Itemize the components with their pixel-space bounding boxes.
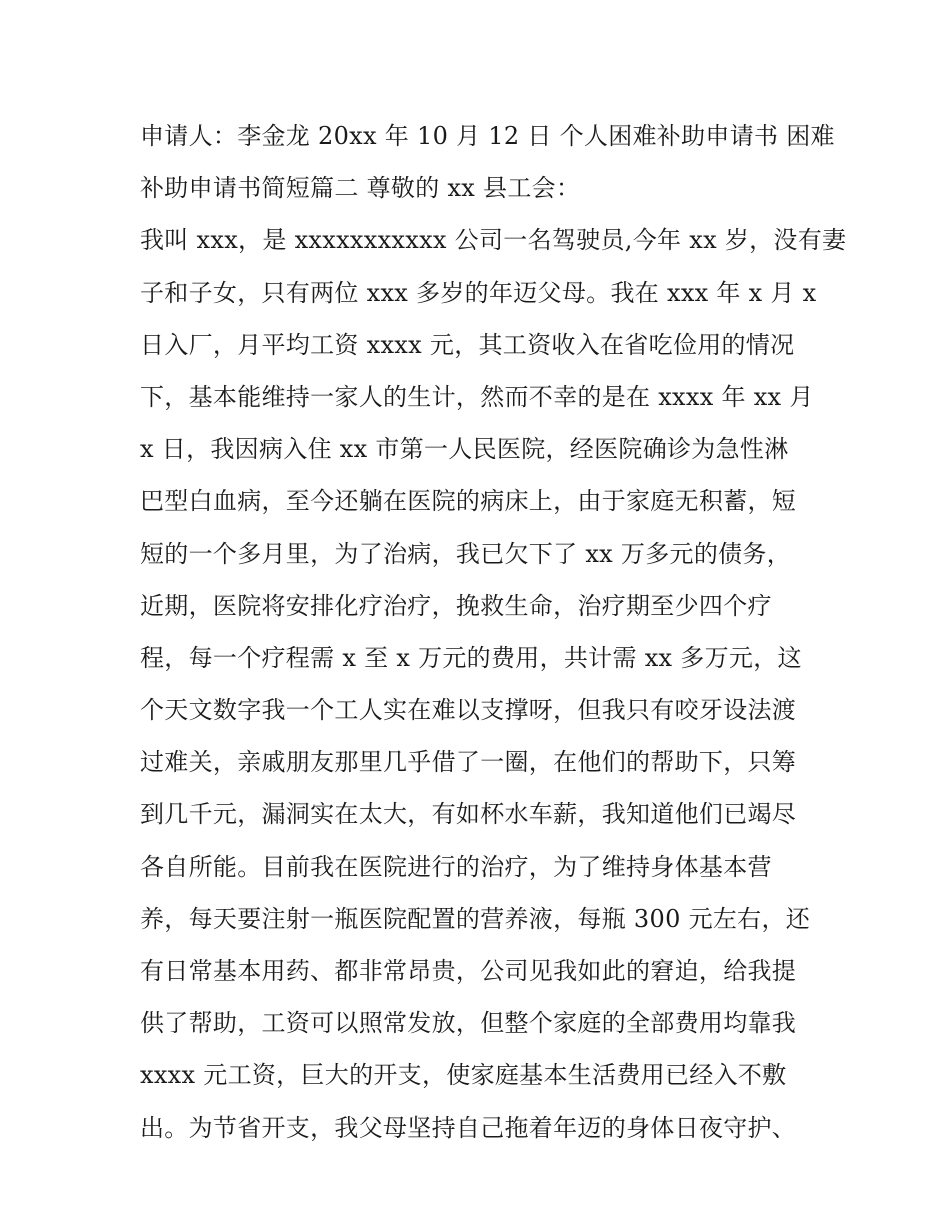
text-line: 巴型白血病，至今还躺在医院的病床上，由于家庭无积蓄，短 [140,487,797,516]
text-line: 供了帮助，工资可以照常发放，但整个家庭的全部费用均靠我 [140,1009,797,1038]
text-line: 各自所能。目前我在医院进行的治疗，为了维持身体基本营 [140,852,772,881]
text-line: 下，基本能维持一家人的生计，然而不幸的是在 xxxx 年 xx 月 [140,382,814,411]
text-line: 过难关，亲戚朋友那里几乎借了一圈，在他们的帮助下，只筹 [140,748,797,777]
text-line: 申请人：李金龙 20xx 年 10 月 12 日 个人困难补助申请书 困难 [140,122,835,150]
text-line: 日入厂，月平均工资 xxxx 元，其工资收入在省吃俭用的情况 [140,330,795,359]
text-line: 有日常基本用药、都非常昂贵，公司见我如此的窘迫，给我提 [140,957,797,985]
text-line: 我叫 xxx，是 xxxxxxxxxxx 公司一名驾驶员,今年 xx 岁，没有妻 [140,226,847,255]
text-line: 近期，医院将安排化疗治疗，挽救生命，治疗期至少四个疗 [140,591,772,620]
text-line: 个天文数字我一个工人实在难以支撑呀，但我只有咬牙设法渡 [140,696,797,725]
text-line: 程，每一个疗程需 x 至 x 万元的费用，共计需 xx 多万元，这 [140,643,802,672]
document-body [140,110,847,1154]
text-line: 出。为节省开支，我父母坚持自己拖着年迈的身体日夜守护、 [140,1113,797,1142]
text-line: x 日，我因病入住 xx 市第一人民医院，经医院确诊为急性淋 [140,435,789,464]
text-line: 补助申请书简短篇二 尊敬的 xx 县工会： [140,174,581,203]
text-line: 子和子女，只有两位 xxx 多岁的年迈父母。我在 xxx 年 x 月 x [140,278,817,307]
text-line: 短的一个多月里，为了治病，我已欠下了 xx 万多元的债务， [140,539,792,568]
text-line: 到几千元，漏洞实在太大，有如杯水车薪，我知道他们已竭尽 [140,800,797,829]
text-line: 养，每天要注射一瓶医院配置的营养液，每瓶 300 元左右，还 [140,904,811,933]
text-line: xxxx 元工资，巨大的开支，使家庭基本生活费用已经入不敷 [140,1061,787,1090]
